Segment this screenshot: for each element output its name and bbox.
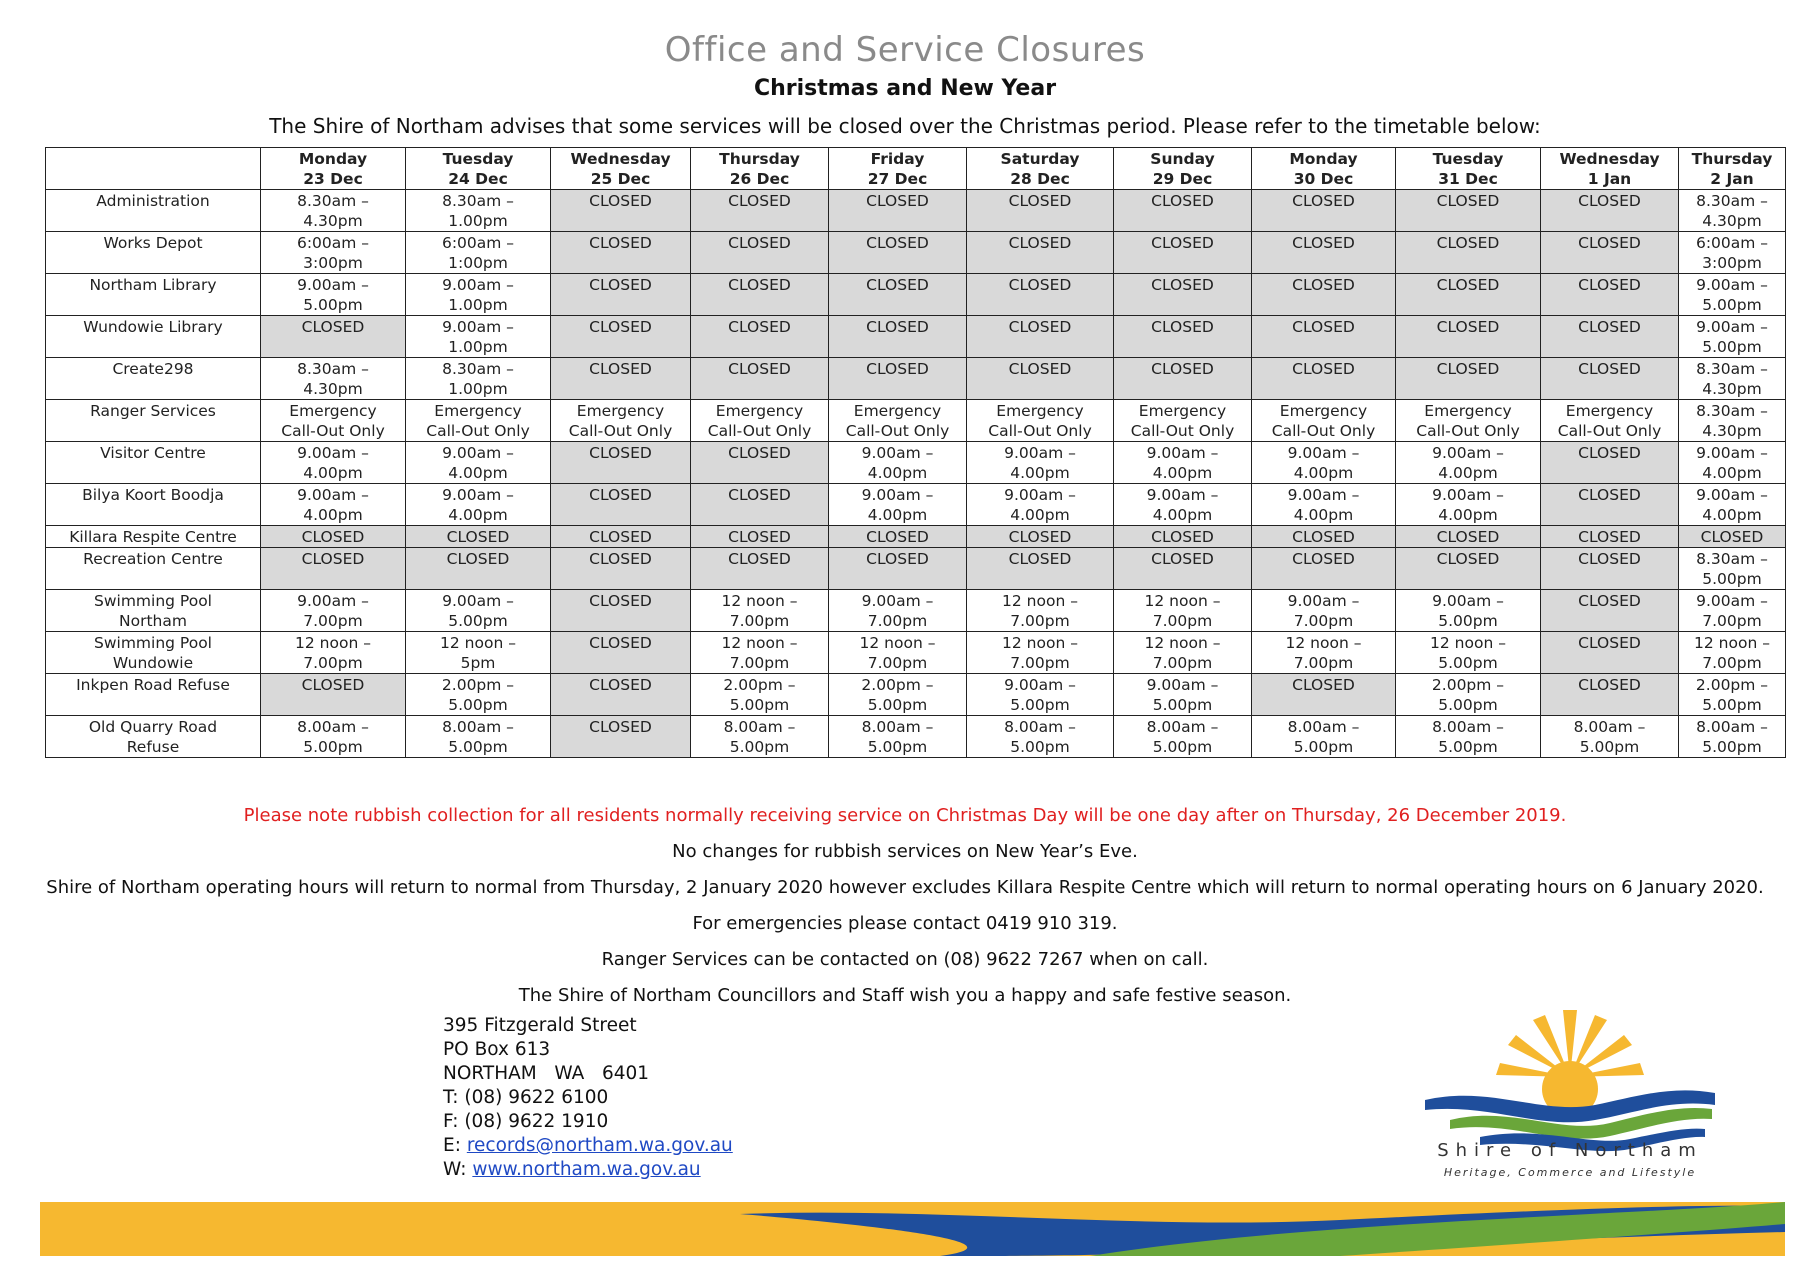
hours-cell: 12 noon – 7.00pm	[967, 632, 1114, 674]
closed-cell: CLOSED	[1396, 548, 1541, 590]
closed-cell: CLOSED	[551, 674, 691, 716]
hours-cell: Emergency Call-Out Only	[691, 400, 829, 442]
service-name-cell	[46, 632, 261, 674]
hours-cell: 9.00am – 1.00pm	[406, 274, 551, 316]
header-day-2	[551, 148, 691, 190]
hours-cell: 9.00am – 4.00pm	[1396, 442, 1541, 484]
logo-tagline: Heritage, Commerce and Lifestyle	[1443, 1166, 1697, 1179]
service-name-line: Recreation Centre	[83, 550, 223, 568]
hours-cell: 6:00am – 1:00pm	[406, 232, 551, 274]
service-name-line: Swimming Pool	[94, 634, 212, 652]
header-day-name: Wednesday	[1559, 150, 1660, 168]
hours-cell: 9.00am – 4.00pm	[967, 442, 1114, 484]
header-day-4	[829, 148, 967, 190]
header-day-name: Saturday	[1000, 150, 1080, 168]
address-web: W: www.northam.wa.gov.au	[443, 1159, 701, 1180]
closed-cell: CLOSED	[1541, 632, 1679, 674]
closed-cell: CLOSED	[829, 548, 967, 590]
service-name-cell	[46, 358, 261, 400]
closed-cell: CLOSED	[829, 274, 967, 316]
hours-cell: 8.00am – 5.00pm	[967, 716, 1114, 758]
closed-cell: CLOSED	[1252, 274, 1396, 316]
service-name-cell	[46, 232, 261, 274]
service-name-line: Old Quarry Road	[88, 718, 218, 736]
hours-cell: 9.00am – 4.00pm	[1252, 484, 1396, 526]
hours-cell: 9.00am – 4.00pm	[1114, 484, 1252, 526]
closed-cell: CLOSED	[1114, 232, 1252, 274]
service-name-cell	[46, 674, 261, 716]
header-day-date: 1 Jan	[1587, 170, 1632, 188]
closed-cell: CLOSED	[1396, 316, 1541, 358]
closed-cell: CLOSED	[551, 484, 691, 526]
closures-table	[45, 147, 1786, 758]
table-row	[46, 358, 1786, 400]
table-header-row	[46, 148, 1786, 190]
hours-cell: 8.30am – 4.30pm	[261, 190, 406, 232]
header-day-date: 23 Dec	[303, 170, 363, 188]
table-row	[46, 548, 1786, 590]
header-service-cell	[46, 148, 261, 190]
hours-cell: Emergency Call-Out Only	[967, 400, 1114, 442]
closed-cell: CLOSED	[1541, 358, 1679, 400]
closed-cell: CLOSED	[1252, 190, 1396, 232]
hours-cell: 9.00am – 4.00pm	[1396, 484, 1541, 526]
closed-cell: CLOSED	[829, 316, 967, 358]
closed-cell: CLOSED	[1396, 190, 1541, 232]
closed-cell: CLOSED	[551, 316, 691, 358]
ranger-note: Ranger Services can be contacted on (08) 9622 7267 when on call.	[601, 949, 1209, 970]
closed-cell: CLOSED	[406, 548, 551, 590]
hours-cell: 12 noon – 7.00pm	[1679, 632, 1786, 674]
hours-cell: 9.00am – 4.00pm	[829, 484, 967, 526]
address-town: NORTHAM WA 6401	[443, 1063, 650, 1084]
hours-cell: Emergency Call-Out Only	[261, 400, 406, 442]
header-day-9	[1541, 148, 1679, 190]
hours-cell: Emergency Call-Out Only	[1114, 400, 1252, 442]
hours-cell: 8.30am – 4.30pm	[1679, 400, 1786, 442]
closed-cell: CLOSED	[1114, 526, 1252, 548]
service-name-cell	[46, 442, 261, 484]
table-row	[46, 232, 1786, 274]
intro-text: The Shire of Northam advises that some services will be closed over the Christmas period. Please refer to the timetable below:	[269, 114, 1541, 138]
hours-cell: 8.30am – 4.30pm	[1679, 190, 1786, 232]
closed-cell: CLOSED	[1541, 526, 1679, 548]
service-name-cell	[46, 526, 261, 548]
service-name-line: Killara Respite Centre	[69, 528, 237, 546]
header-day-7	[1252, 148, 1396, 190]
hours-cell: 2.00pm – 5.00pm	[406, 674, 551, 716]
service-name-cell	[46, 590, 261, 632]
hours-cell: Emergency Call-Out Only	[1541, 400, 1679, 442]
closed-cell: CLOSED	[1541, 190, 1679, 232]
hours-cell: 9.00am – 5.00pm	[1679, 316, 1786, 358]
header-day-name: Monday	[298, 150, 368, 168]
closed-cell: CLOSED	[829, 232, 967, 274]
closed-cell: CLOSED	[691, 358, 829, 400]
service-name-line: Visitor Centre	[100, 444, 206, 462]
table-row	[46, 484, 1786, 526]
header-day-name: Tuesday	[1432, 150, 1504, 168]
closed-cell: CLOSED	[1114, 274, 1252, 316]
hours-cell: 12 noon – 7.00pm	[1252, 632, 1396, 674]
header-day-3	[691, 148, 829, 190]
address-street: 395 Fitzgerald Street	[443, 1015, 637, 1036]
closed-cell: CLOSED	[691, 442, 829, 484]
header-day-10	[1679, 148, 1786, 190]
hours-cell: 9.00am – 7.00pm	[1679, 590, 1786, 632]
service-name-cell	[46, 548, 261, 590]
closed-cell: CLOSED	[1252, 674, 1396, 716]
notes-section	[0, 798, 1810, 1014]
hours-cell: 9.00am – 7.00pm	[829, 590, 967, 632]
season-greeting: The Shire of Northam Councillors and Staff wish you a happy and safe festive season.	[518, 985, 1292, 1006]
hours-cell: 9.00am – 5.00pm	[967, 674, 1114, 716]
closed-cell: CLOSED	[829, 526, 967, 548]
hours-cell: 9.00am – 4.00pm	[967, 484, 1114, 526]
closed-cell: CLOSED	[967, 548, 1114, 590]
address-fax: F: (08) 9622 1910	[443, 1111, 609, 1132]
header-day-name: Thursday	[1691, 150, 1773, 168]
hours-cell: 9.00am – 5.00pm	[1679, 274, 1786, 316]
hours-cell: 8.00am – 5.00pm	[1541, 716, 1679, 758]
hours-cell: 9.00am – 5.00pm	[1114, 674, 1252, 716]
closed-cell: CLOSED	[967, 274, 1114, 316]
hours-cell: 9.00am – 5.00pm	[406, 590, 551, 632]
hours-cell: Emergency Call-Out Only	[406, 400, 551, 442]
service-name-line: Northam	[119, 612, 187, 630]
header-day-name: Tuesday	[442, 150, 514, 168]
closed-cell: CLOSED	[829, 190, 967, 232]
hours-cell: 9.00am – 5.00pm	[261, 274, 406, 316]
hours-cell: 8.00am – 5.00pm	[1252, 716, 1396, 758]
header-day-date: 30 Dec	[1293, 170, 1354, 188]
closed-cell: CLOSED	[691, 232, 829, 274]
page-title: Office and Service Closures	[664, 30, 1146, 70]
service-name-line: Northam Library	[89, 276, 217, 294]
header-day-date: 28 Dec	[1010, 170, 1070, 188]
hours-cell: 9.00am – 1.00pm	[406, 316, 551, 358]
hours-cell: 2.00pm – 5.00pm	[1679, 674, 1786, 716]
closed-cell: CLOSED	[406, 526, 551, 548]
hours-cell: 9.00am – 4.00pm	[261, 484, 406, 526]
new-years-note: No changes for rubbish services on New Year’s Eve.	[672, 841, 1138, 862]
hours-cell: 12 noon – 5.00pm	[1396, 632, 1541, 674]
closed-cell: CLOSED	[1114, 548, 1252, 590]
closed-cell: CLOSED	[1396, 232, 1541, 274]
header-day-0	[261, 148, 406, 190]
header-day-8	[1396, 148, 1541, 190]
closed-cell: CLOSED	[551, 232, 691, 274]
table-body	[46, 190, 1786, 758]
closed-cell: CLOSED	[1252, 316, 1396, 358]
closed-cell: CLOSED	[1396, 526, 1541, 548]
table-row	[46, 674, 1786, 716]
header-day-date: 31 Dec	[1438, 170, 1498, 188]
hours-cell: 8.00am – 5.00pm	[261, 716, 406, 758]
hours-cell: 12 noon – 7.00pm	[829, 632, 967, 674]
table-row	[46, 716, 1786, 758]
rubbish-note: Please note rubbish collection for all residents normally receiving service on Christmas Day will be one day after on Thursday, 26 December 2019.	[243, 805, 1567, 826]
hours-cell: 8.30am – 4.30pm	[1679, 358, 1786, 400]
hours-cell: Emergency Call-Out Only	[1396, 400, 1541, 442]
closed-cell: CLOSED	[1252, 526, 1396, 548]
address-po-box: PO Box 613	[443, 1039, 551, 1060]
closed-cell: CLOSED	[551, 590, 691, 632]
hours-cell: 8.00am – 5.00pm	[1114, 716, 1252, 758]
closed-cell: CLOSED	[1252, 358, 1396, 400]
closed-cell: CLOSED	[1396, 274, 1541, 316]
hours-cell: 12 noon – 7.00pm	[1114, 590, 1252, 632]
closed-cell: CLOSED	[1396, 358, 1541, 400]
closed-cell: CLOSED	[1252, 548, 1396, 590]
closed-cell: CLOSED	[967, 190, 1114, 232]
hours-cell: 9.00am – 4.00pm	[406, 484, 551, 526]
hours-cell: 8.30am – 5.00pm	[1679, 548, 1786, 590]
closed-cell: CLOSED	[1114, 358, 1252, 400]
hours-cell: 8.30am – 1.00pm	[406, 358, 551, 400]
table-row	[46, 316, 1786, 358]
header-day-date: 25 Dec	[590, 170, 651, 188]
closed-cell: CLOSED	[967, 358, 1114, 400]
hours-cell: 9.00am – 4.00pm	[829, 442, 967, 484]
service-name-cell	[46, 190, 261, 232]
header-day-name: Monday	[1289, 150, 1358, 168]
hours-cell: 8.00am – 5.00pm	[406, 716, 551, 758]
header-day-5	[967, 148, 1114, 190]
closed-cell: CLOSED	[691, 484, 829, 526]
hours-cell: 9.00am – 4.00pm	[1679, 442, 1786, 484]
closed-cell: CLOSED	[1541, 232, 1679, 274]
closed-cell: CLOSED	[1541, 442, 1679, 484]
address-email: E: records@northam.wa.gov.au	[443, 1135, 733, 1156]
header-day-date: 24 Dec	[448, 170, 508, 188]
closed-cell: CLOSED	[1541, 590, 1679, 632]
hours-cell: 2.00pm – 5.00pm	[829, 674, 967, 716]
hours-cell: 8.00am – 5.00pm	[691, 716, 829, 758]
hours-cell: Emergency Call-Out Only	[1252, 400, 1396, 442]
footer-decorative-bar	[40, 1202, 1785, 1256]
hours-cell: 9.00am – 4.00pm	[261, 442, 406, 484]
table-row	[46, 526, 1786, 548]
closed-cell: CLOSED	[967, 316, 1114, 358]
closed-cell: CLOSED	[1252, 232, 1396, 274]
closed-cell: CLOSED	[691, 526, 829, 548]
hours-cell: 9.00am – 4.00pm	[1114, 442, 1252, 484]
closed-cell: CLOSED	[1114, 316, 1252, 358]
header-day-date: 27 Dec	[867, 170, 928, 188]
closed-cell: CLOSED	[551, 442, 691, 484]
hours-cell: Emergency Call-Out Only	[829, 400, 967, 442]
hours-cell: 12 noon – 7.00pm	[967, 590, 1114, 632]
service-name-line: Administration	[96, 192, 210, 210]
closed-cell: CLOSED	[967, 526, 1114, 548]
closed-cell: CLOSED	[551, 358, 691, 400]
service-name-cell	[46, 484, 261, 526]
hours-cell: 12 noon – 7.00pm	[261, 632, 406, 674]
closed-cell: CLOSED	[691, 316, 829, 358]
hours-cell: Emergency Call-Out Only	[551, 400, 691, 442]
hours-cell: 9.00am – 4.00pm	[406, 442, 551, 484]
closed-cell: CLOSED	[1679, 526, 1786, 548]
closed-cell: CLOSED	[261, 316, 406, 358]
service-name-cell	[46, 400, 261, 442]
service-name-line: Refuse	[126, 738, 180, 756]
table-row	[46, 190, 1786, 232]
closed-cell: CLOSED	[261, 548, 406, 590]
hours-cell: 9.00am – 7.00pm	[261, 590, 406, 632]
closed-cell: CLOSED	[551, 190, 691, 232]
operating-hours-note: Shire of Northam operating hours will return to normal from Thursday, 2 January 2020 however excludes Killara Respite Centre which will return to normal operating hours on 6 January 2020.	[46, 877, 1764, 898]
service-name-line: Ranger Services	[90, 402, 216, 420]
closed-cell: CLOSED	[261, 526, 406, 548]
header-day-date: 2 Jan	[1710, 170, 1754, 188]
service-name-line: Works Depot	[103, 234, 203, 252]
service-name-line: Inkpen Road Refuse	[76, 676, 230, 694]
table-row	[46, 274, 1786, 316]
email-link[interactable]: records@northam.wa.gov.au	[466, 1135, 733, 1156]
closed-cell: CLOSED	[1114, 190, 1252, 232]
closed-cell: CLOSED	[1541, 674, 1679, 716]
service-name-cell	[46, 316, 261, 358]
table-row	[46, 590, 1786, 632]
header-day-name: Sunday	[1150, 150, 1215, 168]
closed-cell: CLOSED	[551, 716, 691, 758]
hours-cell: 2.00pm – 5.00pm	[1396, 674, 1541, 716]
hours-cell: 12 noon – 5pm	[406, 632, 551, 674]
closed-cell: CLOSED	[551, 632, 691, 674]
header-day-date: 29 Dec	[1152, 170, 1213, 188]
website-link[interactable]: www.northam.wa.gov.au	[472, 1159, 701, 1180]
table-row	[46, 632, 1786, 674]
table-row	[46, 442, 1786, 484]
closed-cell: CLOSED	[551, 274, 691, 316]
closed-cell: CLOSED	[1541, 548, 1679, 590]
hours-cell: 8.30am – 1.00pm	[406, 190, 551, 232]
hours-cell: 12 noon – 7.00pm	[691, 590, 829, 632]
address-phone: T: (08) 9622 6100	[443, 1087, 609, 1108]
closed-cell: CLOSED	[829, 358, 967, 400]
service-name-line: Wundowie	[112, 654, 194, 672]
header-day-6	[1114, 148, 1252, 190]
hours-cell: 8.00am – 5.00pm	[829, 716, 967, 758]
contact-address	[443, 1014, 733, 1182]
closed-cell: CLOSED	[691, 548, 829, 590]
closed-cell: CLOSED	[1541, 274, 1679, 316]
hours-cell: 9.00am – 5.00pm	[1396, 590, 1541, 632]
header-day-name: Thursday	[719, 150, 800, 168]
closed-cell: CLOSED	[1541, 316, 1679, 358]
service-name-line: Bilya Koort Boodja	[82, 486, 224, 504]
service-name-line: Create298	[112, 360, 194, 378]
hours-cell: 12 noon – 7.00pm	[691, 632, 829, 674]
hours-cell: 6:00am – 3:00pm	[1679, 232, 1786, 274]
service-name-cell	[46, 716, 261, 758]
header-day-name: Wednesday	[570, 150, 671, 168]
service-name-cell	[46, 274, 261, 316]
table-row	[46, 400, 1786, 442]
header-day-1	[406, 148, 551, 190]
closed-cell: CLOSED	[1541, 484, 1679, 526]
closed-cell: CLOSED	[551, 548, 691, 590]
closed-cell: CLOSED	[967, 232, 1114, 274]
hours-cell: 9.00am – 7.00pm	[1252, 590, 1396, 632]
page-subtitle: Christmas and New Year	[753, 76, 1057, 101]
hours-cell: 8.00am – 5.00pm	[1679, 716, 1786, 758]
header-day-name: Friday	[870, 150, 925, 168]
hours-cell: 2.00pm – 5.00pm	[691, 674, 829, 716]
service-name-line: Wundowie Library	[83, 318, 223, 336]
header-day-date: 26 Dec	[729, 170, 790, 188]
service-name-line: Swimming Pool	[94, 592, 212, 610]
hours-cell: 8.00am – 5.00pm	[1396, 716, 1541, 758]
closed-cell: CLOSED	[691, 190, 829, 232]
logo-name: Shire of Northam	[1437, 1140, 1703, 1161]
emergency-note: For emergencies please contact 0419 910 319.	[692, 913, 1118, 934]
closed-cell: CLOSED	[691, 274, 829, 316]
hours-cell: 12 noon – 7.00pm	[1114, 632, 1252, 674]
hours-cell: 8.30am – 4.30pm	[261, 358, 406, 400]
hours-cell: 9.00am – 4.00pm	[1252, 442, 1396, 484]
closed-cell: CLOSED	[261, 674, 406, 716]
closed-cell: CLOSED	[551, 526, 691, 548]
hours-cell: 9.00am – 4.00pm	[1679, 484, 1786, 526]
hours-cell: 6:00am – 3:00pm	[261, 232, 406, 274]
